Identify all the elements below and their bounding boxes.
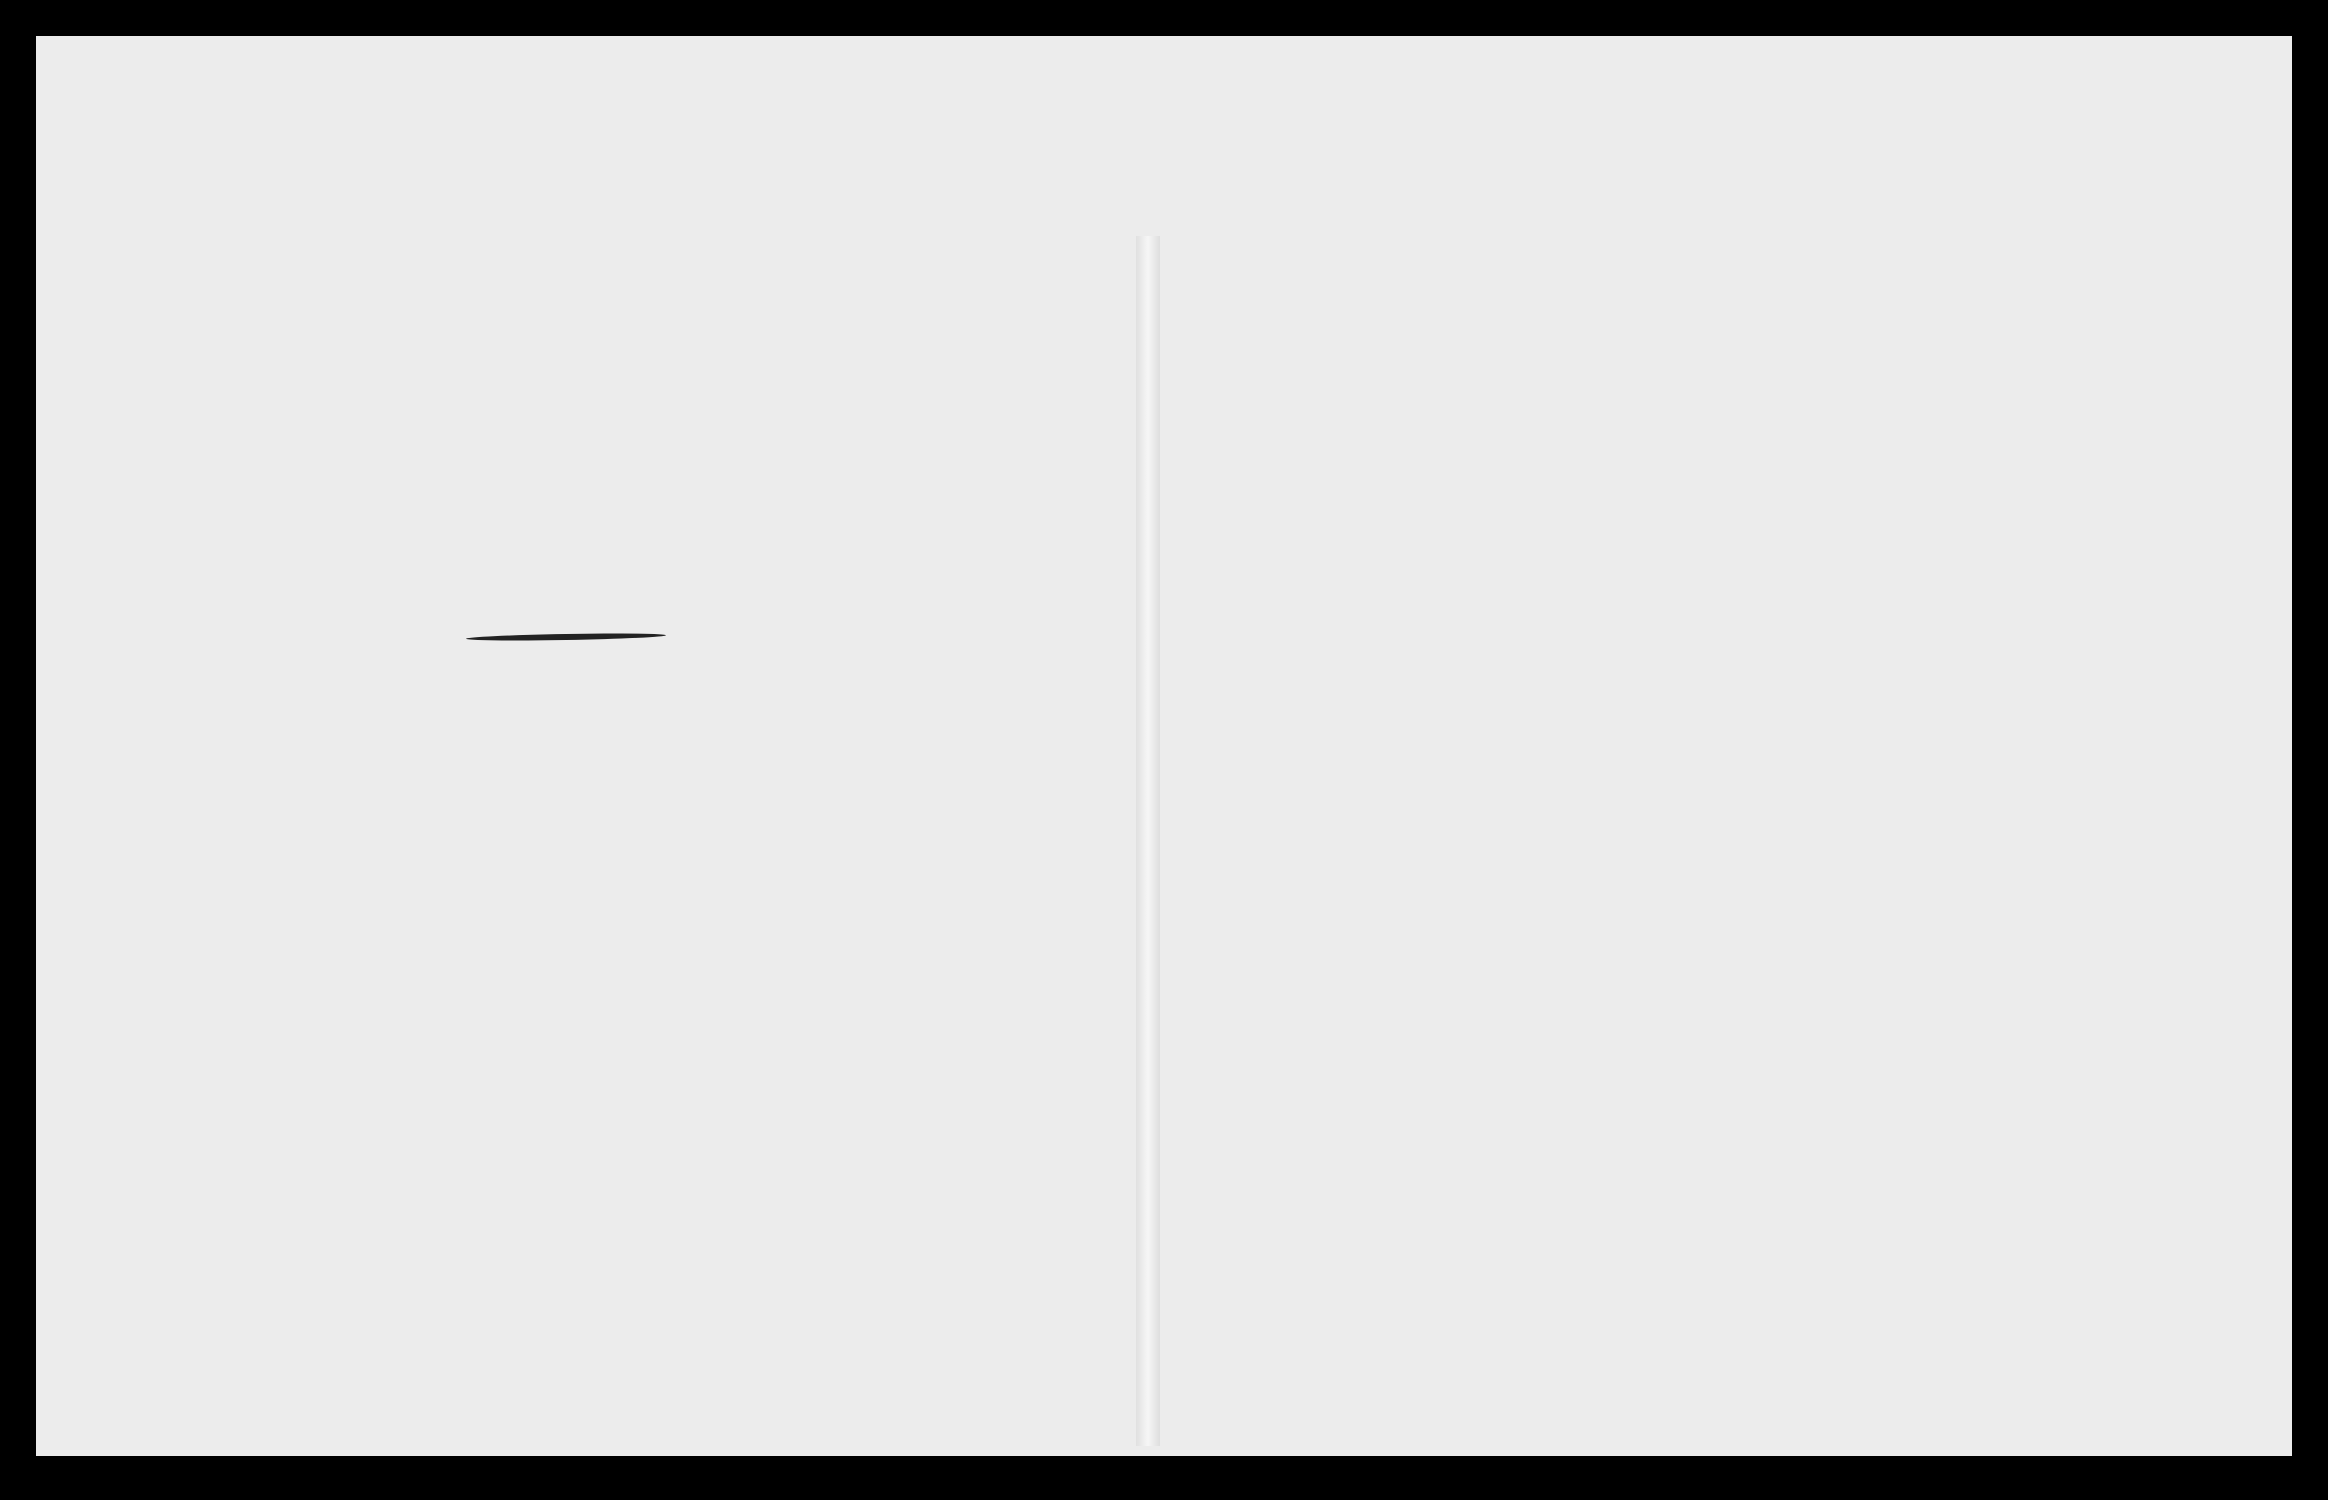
header-col-14 [1854,366,1876,526]
header-col-15 [1888,366,1910,526]
census-sheet [36,36,2292,1456]
header-col-17 [1972,366,1994,526]
header-col-16 [1932,366,1954,526]
table-grid [36,36,2292,1456]
